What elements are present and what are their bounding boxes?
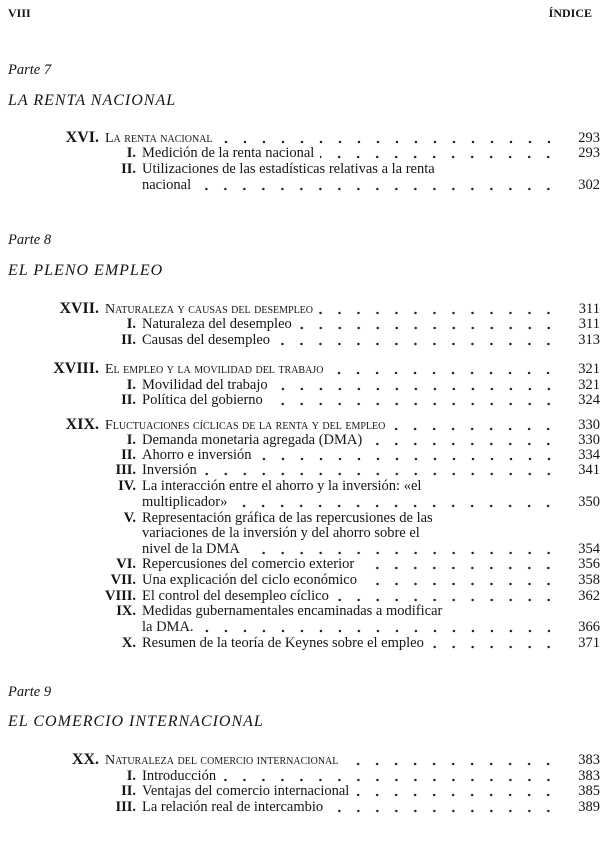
entry-title: El control del desempleo cíclico — [142, 588, 329, 604]
section-entry[interactable] — [0, 161, 600, 177]
page-reference: 385 — [578, 783, 600, 799]
section-entry[interactable] — [0, 145, 600, 161]
page-reference: 330 — [578, 417, 600, 433]
dot-leader — [276, 342, 558, 346]
entry-title: Movilidad del trabajo — [142, 377, 268, 393]
entry-title: Utilizaciones de las estadísticas relativas a la renta — [142, 161, 435, 177]
section-entry[interactable] — [0, 635, 600, 651]
dot-leader — [355, 793, 558, 797]
dot-leader — [298, 326, 558, 330]
chapter-entry[interactable] — [0, 130, 600, 146]
dot-leader — [258, 457, 558, 461]
entry-number: XX. — [71, 751, 99, 768]
entry-title: Representación gráfica de las repercusiones de las — [142, 510, 433, 526]
running-title: ÍNDICE — [548, 6, 592, 20]
page-reference: 356 — [578, 556, 600, 572]
dot-leader — [269, 402, 558, 406]
part-label: Parte 8 — [8, 232, 52, 248]
entry-title: variaciones de la inversión y del ahorro sobre el — [142, 525, 420, 541]
page-reference: 321 — [578, 361, 600, 377]
section-entry[interactable] — [0, 525, 600, 541]
part-title: EL PLENO EMPLEO — [8, 262, 164, 279]
section-entry[interactable] — [0, 572, 600, 588]
entry-number: XVIII. — [53, 360, 99, 377]
page-reference: 313 — [578, 332, 600, 348]
entry-number: IV. — [118, 478, 136, 494]
section-entry[interactable] — [0, 177, 600, 193]
dot-leader — [368, 442, 558, 446]
page-reference: 389 — [578, 799, 600, 815]
entry-title: Política del gobierno — [142, 392, 263, 408]
entry-number: X. — [121, 635, 136, 651]
dot-leader — [344, 762, 558, 766]
section-entry[interactable] — [0, 392, 600, 408]
dot-leader — [329, 809, 558, 813]
page-reference: 334 — [578, 447, 600, 463]
dot-leader — [319, 311, 558, 315]
entry-title: Medición de la renta nacional — [142, 145, 315, 161]
section-entry[interactable] — [0, 768, 600, 784]
dot-leader — [363, 582, 558, 586]
entry-title: Ventajas del comercio internacional — [142, 783, 350, 799]
page-reference: 371 — [578, 635, 600, 651]
section-entry[interactable] — [0, 447, 600, 463]
page-reference: 362 — [578, 588, 600, 604]
page-reference: 366 — [578, 619, 600, 635]
dot-leader — [335, 598, 558, 602]
entry-number: I. — [126, 316, 136, 332]
entry-number: II. — [121, 392, 136, 408]
entry-number: II. — [121, 783, 136, 799]
entry-title: Naturaleza y causas del desempleo — [105, 302, 314, 317]
section-entry[interactable] — [0, 603, 600, 619]
dot-leader — [329, 371, 558, 375]
page-reference: 354 — [578, 541, 600, 557]
part-label: Parte 9 — [8, 684, 52, 700]
section-entry[interactable] — [0, 332, 600, 348]
entry-number: IX. — [116, 603, 136, 619]
entry-number: V. — [123, 510, 136, 526]
dot-leader — [197, 187, 558, 191]
dot-leader — [430, 645, 558, 649]
entry-number: I. — [126, 377, 136, 393]
section-entry[interactable] — [0, 783, 600, 799]
chapter-entry[interactable] — [0, 301, 600, 317]
page-reference: 302 — [578, 177, 600, 193]
page-reference: 383 — [578, 752, 600, 768]
page-reference: 358 — [578, 572, 600, 588]
entry-title: Naturaleza del desempleo — [142, 316, 292, 332]
entry-title: Causas del desempleo — [142, 332, 271, 348]
entry-number: III. — [115, 799, 136, 815]
section-entry[interactable] — [0, 478, 600, 494]
entry-title: El empleo y la movilidad del trabajo — [105, 362, 324, 377]
entry-title: Medidas gubernamentales encaminadas a modificar — [142, 603, 443, 619]
entry-number: VIII. — [104, 588, 136, 604]
entry-number: I. — [126, 432, 136, 448]
entry-title: nacional — [142, 177, 192, 193]
entry-number: XVI. — [65, 129, 99, 146]
entry-number: I. — [126, 768, 136, 784]
entry-number: III. — [115, 462, 136, 478]
page-reference: 321 — [578, 377, 600, 393]
section-entry[interactable] — [0, 541, 600, 557]
entry-title: Inversión — [142, 462, 197, 478]
entry-title: Naturaleza del comercio internacional — [105, 753, 339, 768]
entry-number: VI. — [116, 556, 136, 572]
section-entry[interactable] — [0, 799, 600, 815]
entry-title: la DMA. — [142, 619, 194, 635]
section-entry[interactable] — [0, 316, 600, 332]
dot-leader — [233, 504, 558, 508]
page-reference: 293 — [578, 130, 600, 146]
page-reference: 341 — [578, 462, 600, 478]
entry-title: Introducción — [142, 768, 217, 784]
section-entry[interactable] — [0, 432, 600, 448]
part-title: LA RENTA NACIONAL — [8, 92, 177, 109]
entry-title: Una explicación del ciclo económico — [142, 572, 357, 588]
section-entry[interactable] — [0, 494, 600, 510]
entry-number: II. — [121, 332, 136, 348]
dot-leader — [200, 629, 558, 633]
dot-leader — [360, 566, 558, 570]
section-entry[interactable] — [0, 619, 600, 635]
page-reference: 311 — [578, 316, 600, 332]
entry-number: XIX. — [65, 416, 99, 433]
chapter-entry[interactable] — [0, 361, 600, 377]
entry-title: multiplicador» — [142, 494, 228, 510]
section-entry[interactable] — [0, 588, 600, 604]
dot-leader — [203, 472, 558, 476]
entry-number: XVII. — [59, 300, 99, 317]
entry-number: II. — [121, 447, 136, 463]
entry-title: Ahorro e inversión — [142, 447, 252, 463]
page-reference: 330 — [578, 432, 600, 448]
section-entry[interactable] — [0, 510, 600, 526]
page-reference: 293 — [578, 145, 600, 161]
entry-title: Repercusiones del comercio exterior — [142, 556, 355, 572]
page-number: VIII — [8, 6, 31, 20]
dot-leader — [219, 140, 558, 144]
entry-title: La interacción entre el ahorro y la inversión: «el — [142, 478, 422, 494]
page-reference: 350 — [578, 494, 600, 510]
page-reference: 324 — [578, 392, 600, 408]
section-entry[interactable] — [0, 556, 600, 572]
entry-number: VII. — [110, 572, 136, 588]
section-entry[interactable] — [0, 462, 600, 478]
entry-title: La relación real de intercambio — [142, 799, 324, 815]
entry-title: Fluctuaciones cíclicas de la renta y del empleo — [105, 418, 386, 433]
page-reference: 383 — [578, 768, 600, 784]
entry-title: La renta nacional — [105, 131, 213, 146]
entry-number: I. — [126, 145, 136, 161]
dot-leader — [246, 551, 558, 555]
page-reference: 311 — [578, 301, 600, 317]
part-title: EL COMERCIO INTERNACIONAL — [8, 713, 264, 730]
entry-number: II. — [121, 161, 136, 177]
entry-title: nivel de la DMA — [142, 541, 240, 557]
dot-leader — [391, 427, 558, 431]
entry-title: Resumen de la teoría de Keynes sobre el empleo — [142, 635, 424, 651]
chapter-entry[interactable] — [0, 752, 600, 768]
part-label: Parte 7 — [8, 62, 52, 78]
chapter-entry[interactable] — [0, 417, 600, 433]
dot-leader — [274, 387, 558, 391]
entry-title: Demanda monetaria agregada (DMA) — [142, 432, 363, 448]
section-entry[interactable] — [0, 377, 600, 393]
dot-leader — [320, 155, 558, 159]
dot-leader — [222, 778, 558, 782]
